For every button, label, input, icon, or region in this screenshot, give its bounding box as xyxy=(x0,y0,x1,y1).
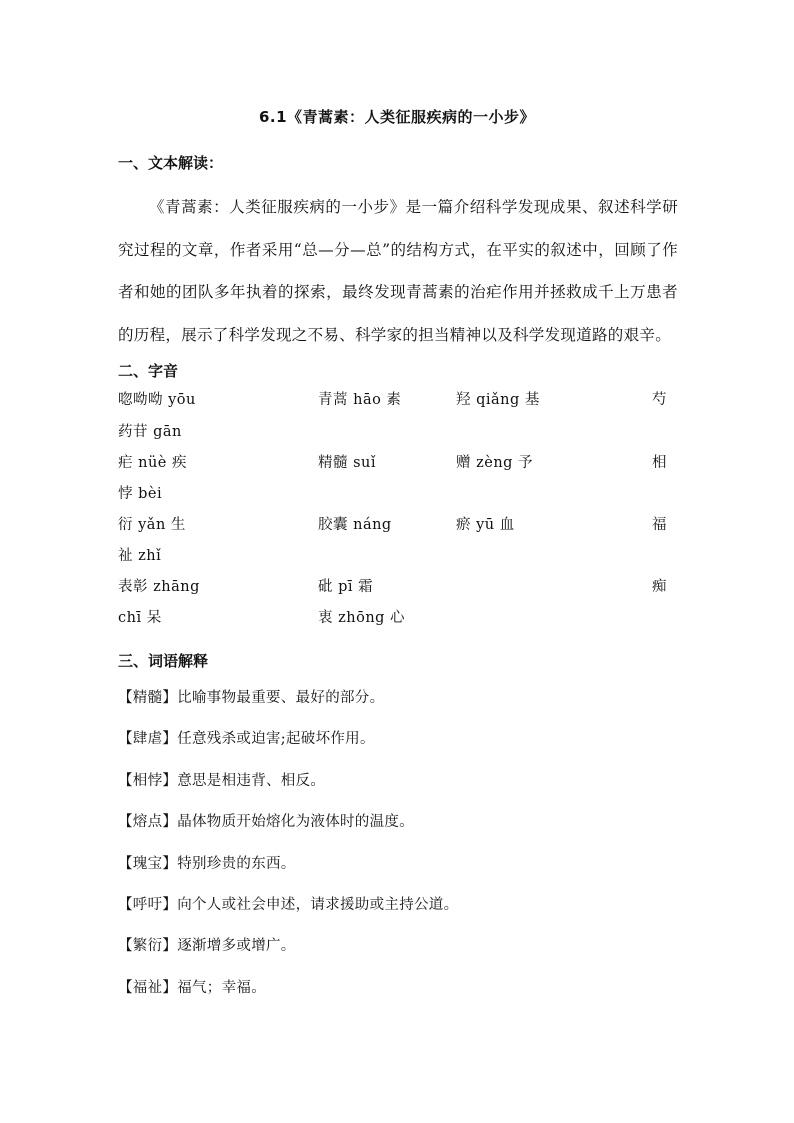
definition-item xyxy=(118,978,678,1019)
vocab-item: 胶囊 náng xyxy=(318,517,392,533)
vocab-item: 羟 qiǎng 基 xyxy=(456,392,540,408)
section-heading-text-reading: 一、文本解读： xyxy=(118,154,224,172)
definition-text: 比喻事物最重要、最好的部分。 xyxy=(177,690,385,706)
definition-text: 晶体物质开始熔化为液体时的温度。 xyxy=(177,814,415,831)
vocab-item: 痴 xyxy=(652,579,667,595)
definition-text: 意思是相违背、相反。 xyxy=(177,772,326,789)
vocab-item: 衷 zhōng 心 xyxy=(318,610,406,626)
vocab-item: 赠 zèng 予 xyxy=(456,455,534,471)
definition-term: 【呼吁】 xyxy=(118,896,178,913)
definition-term: 【熔点】 xyxy=(118,814,178,831)
vocab-item: 相 xyxy=(652,455,667,471)
definition-term: 【福祉】 xyxy=(118,979,178,996)
definition-text: 向个人或社会申述，请求援助或主持公道。 xyxy=(177,896,459,913)
definition-item xyxy=(118,688,678,729)
definition-item xyxy=(118,771,678,812)
definition-text: 特别珍贵的东西。 xyxy=(177,855,296,872)
vocab-item: 祉 zhǐ xyxy=(118,548,162,564)
vocab-item: 青蒿 hāo 素 xyxy=(318,392,402,408)
vocab-item: 疟 nüè 疾 xyxy=(118,455,187,471)
definition-list xyxy=(118,688,678,1019)
definition-term: 【繁衍】 xyxy=(118,938,178,955)
vocab-item: 悖 bèi xyxy=(118,486,163,502)
vocab-item: 药苷 gān xyxy=(118,424,182,440)
document-title: 6.1《青蒿素：人类征服疾病的一小步》 xyxy=(258,108,536,126)
definition-text: 逐渐增多或增广。 xyxy=(177,938,296,955)
vocab-item: 衍 yǎn 生 xyxy=(118,517,186,533)
definition-text: 福气；幸福。 xyxy=(177,979,267,996)
vocab-item: 唿呦呦 yōu xyxy=(118,392,196,408)
section-heading-word-explanations: 三、词语解释 xyxy=(118,652,209,670)
definition-item xyxy=(118,729,678,770)
vocab-item: 砒 pī 霜 xyxy=(318,579,374,595)
section-heading-pronunciation: 二、字音 xyxy=(118,362,179,380)
definition-term: 【相悖】 xyxy=(118,772,178,789)
definition-term: 【肆虐】 xyxy=(118,731,178,748)
text-reading-paragraph: 《青蒿素：人类征服疾病的一小步》是一篇介绍科学发现成果、叙述科学研究过程的文章，作者采用“总—分—总”的结构方式，在平实的叙述中，回顾了作者和她的团队多年执着的探索，最终发现青蒿素的治疟作用并拯救成千上万患者的历程，展示了科学发现之不易、科学家的担当精神以及科学发现道路的艰辛。 xyxy=(118,198,678,344)
vocab-item: chī 呆 xyxy=(118,610,162,626)
vocab-item: 表彰 zhāng xyxy=(118,579,200,595)
definition-item xyxy=(118,812,678,853)
definition-term: 【瑰宝】 xyxy=(118,855,178,872)
definition-text: 任意残杀或迫害;起破坏作用。 xyxy=(177,731,375,748)
vocab-item: 芍 xyxy=(652,392,667,408)
vocab-item: 福 xyxy=(652,517,667,533)
definition-item xyxy=(118,936,678,977)
vocab-item: 精髓 suǐ xyxy=(318,455,377,471)
definition-item xyxy=(118,895,678,936)
definition-item xyxy=(118,854,678,895)
definition-term: 【精髓】 xyxy=(118,690,178,706)
vocab-item: 瘀 yū 血 xyxy=(456,517,515,533)
